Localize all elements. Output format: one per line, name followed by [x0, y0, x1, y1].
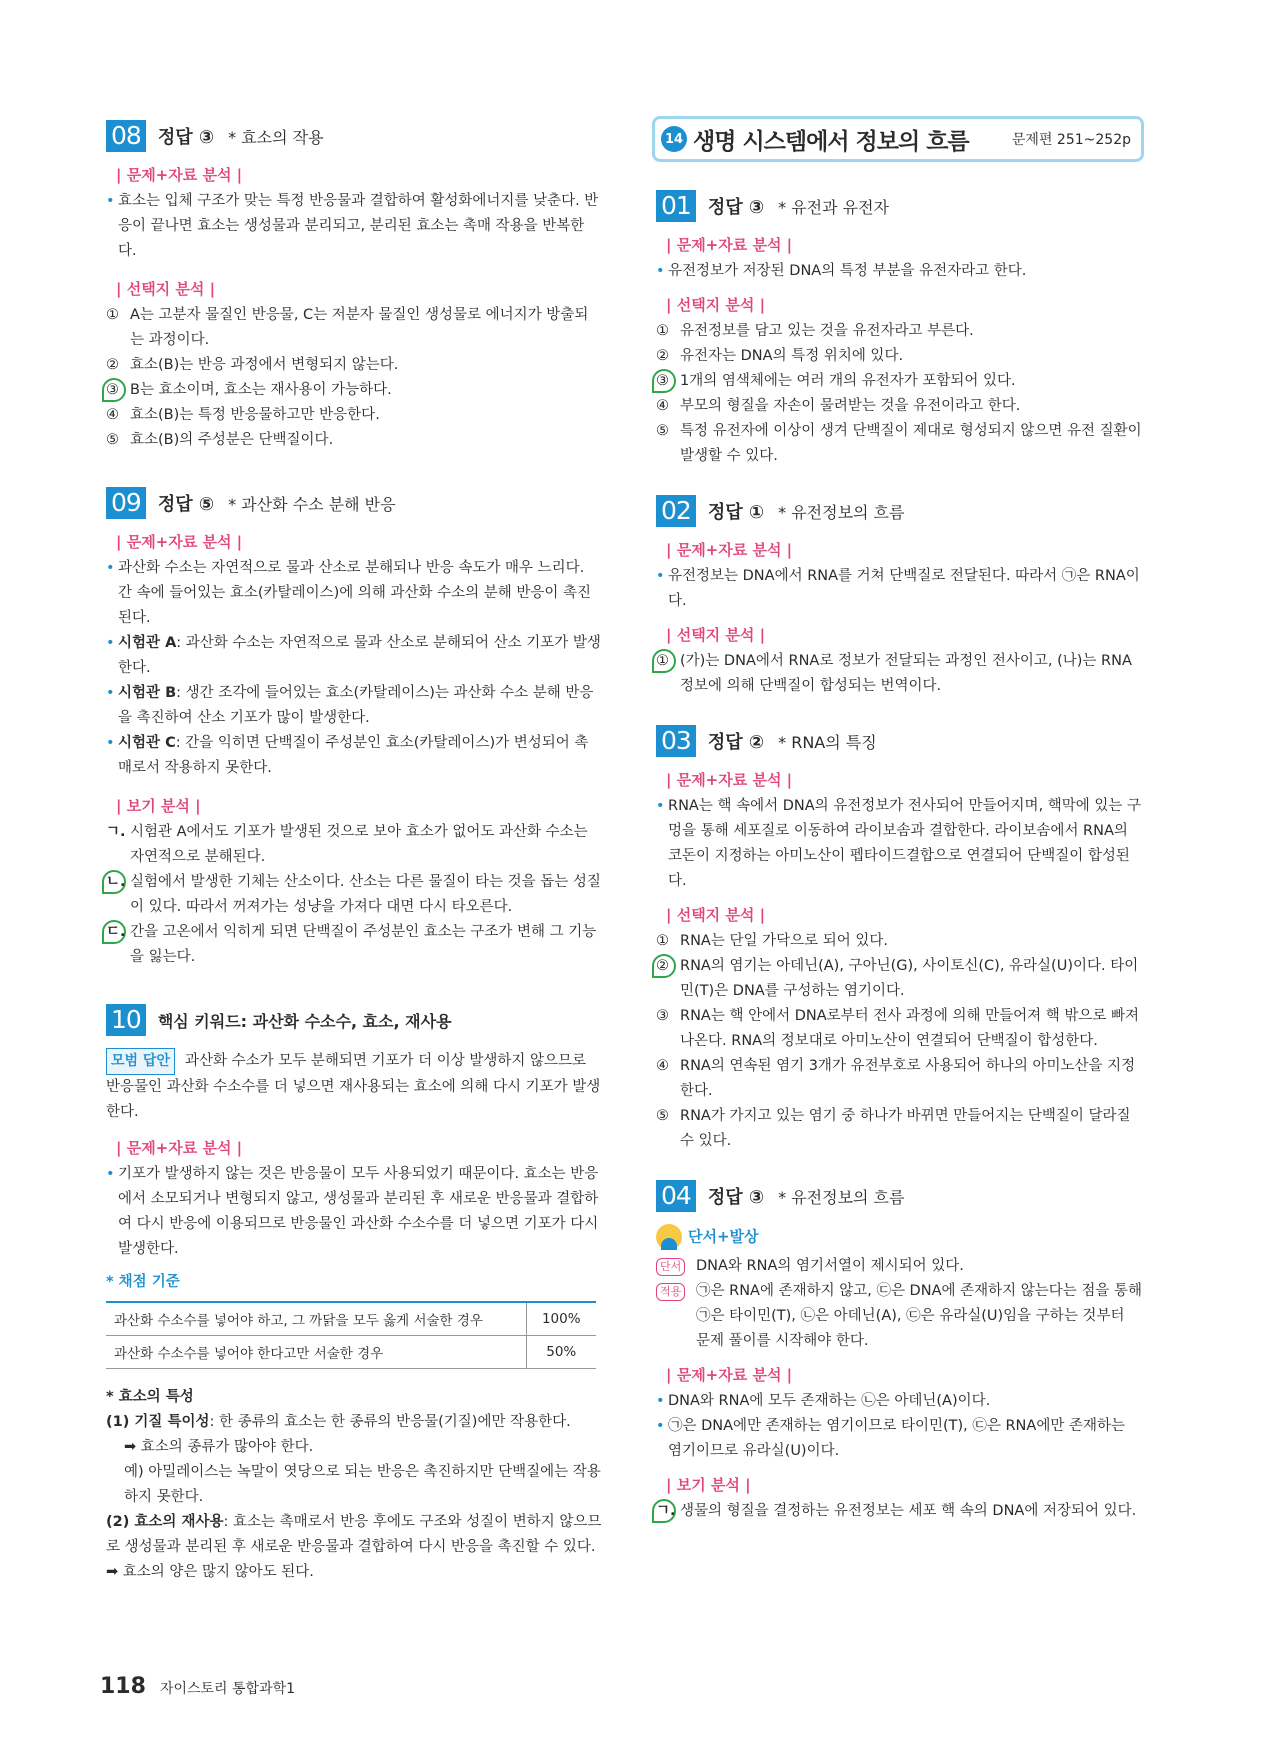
section-label: | 문제+자료 분석 | — [116, 533, 243, 551]
model-answer: 모범 답안 과산화 수소가 모두 분해되면 기포가 더 이상 발생하지 않으므로 반응물인 과산화 수소수를 더 넣으면 재사용되는 효소에 의해 다시 기포가 발생한다. — [106, 1048, 602, 1125]
section-label: | 선택지 분석 | — [116, 280, 216, 298]
note-item: (1) 기질 특이성: 한 종류의 효소는 한 종류의 반응물(기질)에만 작용한다. — [106, 1414, 571, 1430]
choice-item-correct: ㄱ. 생물의 형질을 결정하는 유전정보는 세포 핵 속의 DNA에 저장되어 있다. — [656, 1499, 1142, 1524]
question-number: 08 — [106, 120, 146, 152]
analysis-bullet: • 효소는 입체 구조가 맞는 특정 반응물과 결합하여 활성화에너지를 낮춘다. 반응이 끝나면 효소는 생성물과 분리되고, 분리된 효소는 촉매 작용을 반복한다. — [106, 189, 602, 264]
choice-item-correct: ② RNA의 염기는 아데닌(A), 구아닌(G), 사이토신(C), 유라실(U)이다. 타이민(T)은 DNA를 구성하는 염기이다. — [656, 954, 1142, 1004]
keyword-title: 핵심 키워드: 과산화 수소수, 효소, 재사용 — [157, 1011, 452, 1031]
note-sub: ➡ 효소의 종류가 많아야 한다. — [124, 1439, 314, 1455]
model-answer-label: 모범 답안 — [106, 1048, 175, 1075]
book-title: 자이스토리 통합과학1 — [159, 1681, 296, 1697]
hint-tag: 적용 — [656, 1283, 685, 1301]
section-label: | 선택지 분석 | — [666, 296, 766, 314]
choice-item: ㄱ. 시험관 A에서도 기포가 발생된 것으로 보아 효소가 없어도 과산화 수소는 자연적으로 분해된다. — [106, 824, 588, 865]
right-column — [656, 188, 1142, 1524]
chapter-pages: 문제편 251~252p — [1011, 132, 1131, 148]
section-label: | 문제+자료 분석 | — [666, 236, 793, 254]
topic: * RNA의 특징 — [778, 732, 877, 752]
question-number: 04 — [656, 1180, 696, 1212]
choice-item: ④ RNA의 연속된 염기 3개가 유전부호로 사용되어 하나의 아미노산을 지정한다. — [656, 1058, 1136, 1099]
question-09 — [106, 485, 602, 970]
choice-item: ① A는 고분자 물질인 반응물, C는 저분자 물질인 생성물로 에너지가 방출되는 과정이다. — [106, 307, 589, 348]
table-row: 과산화 수소수를 넣어야 하고, 그 까닭을 모두 옳게 서술한 경우 100% — [106, 1302, 596, 1336]
question-number: 03 — [656, 725, 696, 757]
choice-item-correct: ㄴ. 실험에서 발생한 기체는 산소이다. 산소는 다른 물질이 타는 것을 돕는 성질이 있다. 따라서 꺼져가는 성냥을 가져다 대면 다시 타오른다. — [106, 870, 602, 920]
note-item: (2) 효소의 재사용: 효소는 촉매로서 반응 후에도 구조와 성질이 변하지 않으므로 생성물과 분리된 후 새로운 반응물과 결합하여 다시 반응을 촉진할 수 있다. ➡ 효소의 양은 많지 않아도 된다. — [106, 1514, 602, 1580]
analysis-bullet: • 시험관 C: 간을 익히면 단백질이 주성분인 효소(카탈레이스)가 변성되어 촉매로서 작용하지 못한다. — [106, 731, 602, 781]
choice-item: ① RNA는 단일 가닥으로 되어 있다. — [656, 933, 888, 949]
hint-line: 적용 ㉠은 RNA에 존재하지 않고, ㉢은 DNA에 존재하지 않는다는 점을 통해 ㉠은 타이민(T), ㉡은 아데닌(A), ㉢은 유라실(U)임을 구하는 것부터 문제 풀이를 시작해야 한다. — [656, 1279, 1142, 1354]
hint-tag: 단서 — [656, 1258, 685, 1276]
topic: * 유전과 유전자 — [778, 197, 890, 217]
choice-item: ⑤ 효소(B)의 주성분은 단백질이다. — [106, 432, 334, 448]
section-label: | 문제+자료 분석 | — [666, 771, 793, 789]
analysis-bullet: • 시험관 B: 생간 조각에 들어있는 효소(카탈레이스)는 과산화 수소 분해 반응을 촉진하여 산소 기포가 많이 발생한다. — [106, 681, 602, 731]
answer: 정답 ③ — [707, 1187, 765, 1208]
section-label: | 문제+자료 분석 | — [666, 1366, 793, 1384]
chapter-header — [652, 116, 1144, 162]
analysis-bullet: • RNA는 핵 속에서 DNA의 유전정보가 전사되어 만들어지며, 핵막에 있는 구멍을 통해 세포질로 이동하여 라이보솜과 결합한다. 라이보솜에서 RNA의 코돈이 지정하는 아미노산이 펩타이드결합으로 연결되어 단백질이 합성된다. — [656, 794, 1142, 894]
topic: * 유전정보의 흐름 — [778, 1187, 905, 1207]
topic: * 과산화 수소 분해 반응 — [228, 494, 396, 514]
choice-item: ① 유전정보를 담고 있는 것을 유전자라고 부른다. — [656, 323, 974, 339]
chapter-number: 14 — [661, 126, 687, 152]
question-number: 02 — [656, 495, 696, 527]
choice-item-correct: ③ 1개의 염색체에는 여러 개의 유전자가 포함되어 있다. — [656, 369, 1142, 394]
choice-item: ② 효소(B)는 반응 과정에서 변형되지 않는다. — [106, 357, 399, 373]
analysis-bullet: • 기포가 발생하지 않는 것은 반응물이 모두 사용되었기 때문이다. 효소는 반응에서 소모되거나 변형되지 않고, 생성물과 분리된 후 새로운 반응물과 결합하여 다시 반응에 이용되므로 반응물인 과산화 수소수를 더 넣으면 기포가 다시 발생한다. — [106, 1162, 602, 1262]
left-column — [106, 118, 602, 1585]
answer: 정답 ③ — [707, 197, 765, 218]
section-label: | 문제+자료 분석 | — [666, 541, 793, 559]
choice-item-correct: ㄷ. 간을 고온에서 익히게 되면 단백질이 주성분인 효소는 구조가 변해 그 기능을 잃는다. — [106, 920, 602, 970]
question-number: 01 — [656, 190, 696, 222]
question-02 — [656, 493, 1142, 699]
page-footer — [100, 1674, 295, 1699]
question-10 — [106, 1002, 602, 1585]
section-label: | 선택지 분석 | — [666, 626, 766, 644]
choice-item-correct: ③ B는 효소이며, 효소는 재사용이 가능하다. — [106, 378, 602, 403]
analysis-bullet: • 시험관 A: 과산화 수소는 자연적으로 물과 산소로 분해되어 산소 기포가 발생한다. — [106, 631, 602, 681]
analysis-bullet: • 유전정보가 저장된 DNA의 특정 부분을 유전자라고 한다. — [656, 259, 1142, 284]
table-row: 과산화 수소수를 넣어야 한다고만 서술한 경우 50% — [106, 1336, 596, 1369]
question-01 — [656, 188, 1142, 469]
choice-item: ② 유전자는 DNA의 특정 위치에 있다. — [656, 348, 904, 364]
choice-item: ③ RNA는 핵 안에서 DNA로부터 전사 과정에 의해 만들어져 핵 밖으로 빠져나온다. RNA의 정보대로 아미노산이 연결되어 단백질이 합성한다. — [656, 1008, 1140, 1049]
note-title: * 효소의 특성 — [106, 1389, 194, 1405]
section-label: | 선택지 분석 | — [666, 906, 766, 924]
choice-item: ⑤ 특정 유전자에 이상이 생겨 단백질이 제대로 형성되지 않으면 유전 질환이 발생할 수 있다. — [656, 423, 1142, 464]
choice-item: ④ 부모의 형질을 자손이 물려받는 것을 유전이라고 한다. — [656, 398, 1021, 414]
page-number: 118 — [100, 1674, 146, 1699]
section-label: | 문제+자료 분석 | — [116, 1139, 243, 1157]
section-label: | 보기 분석 | — [666, 1476, 751, 1494]
section-label: | 문제+자료 분석 | — [116, 166, 243, 184]
question-08 — [106, 118, 602, 453]
choice-item: ④ 효소(B)는 특정 반응물하고만 반응한다. — [106, 407, 380, 423]
answer: 정답 ⑤ — [157, 494, 215, 515]
topic: * 유전정보의 흐름 — [778, 502, 905, 522]
question-04 — [656, 1178, 1142, 1524]
chapter-title: 생명 시스템에서 정보의 흐름 — [693, 128, 969, 155]
analysis-bullet: • DNA와 RNA에 모두 존재하는 ㉡은 아데닌(A)이다. — [656, 1389, 1142, 1414]
answer: 정답 ① — [707, 502, 765, 523]
question-number: 10 — [106, 1004, 146, 1036]
hint-line: 단서 DNA와 RNA의 염기서열이 제시되어 있다. — [656, 1254, 1142, 1279]
analysis-bullet: • ㉠은 DNA에만 존재하는 염기이므로 타이민(T), ㉢은 RNA에만 존재하는 염기이므로 유라실(U)이다. — [656, 1414, 1142, 1464]
question-number: 09 — [106, 487, 146, 519]
question-03 — [656, 723, 1142, 1154]
choice-item: ⑤ RNA가 가지고 있는 염기 중 하나가 바뀌면 만들어지는 단백질이 달라질 수 있다. — [656, 1108, 1131, 1149]
topic: * 효소의 작용 — [228, 127, 324, 147]
score-table — [106, 1301, 596, 1369]
analysis-bullet: • 유전정보는 DNA에서 RNA를 거쳐 단백질로 전달된다. 따라서 ㉠은 RNA이다. — [656, 564, 1142, 614]
answer: 정답 ③ — [157, 127, 215, 148]
lightbulb-icon — [656, 1224, 682, 1250]
choice-item-correct: ① (가)는 DNA에서 RNA로 정보가 전달되는 과정인 전사이고, (나)는 RNA 정보에 의해 단백질이 합성되는 번역이다. — [656, 649, 1142, 699]
score-title: * 채점 기준 — [106, 1274, 180, 1290]
note-sub: 예) 아밀레이스는 녹말이 엿당으로 되는 반응은 촉진하지만 단백질에는 작용하지 못한다. — [124, 1464, 601, 1505]
hint-title: 단서+발상 — [656, 1224, 1142, 1250]
section-label: | 보기 분석 | — [116, 797, 201, 815]
analysis-bullet: • 과산화 수소는 자연적으로 물과 산소로 분해되나 반응 속도가 매우 느리다. 간 속에 들어있는 효소(카탈레이스)에 의해 과산화 수소의 분해 반응이 촉진된다. — [106, 556, 602, 631]
answer: 정답 ② — [707, 732, 765, 753]
